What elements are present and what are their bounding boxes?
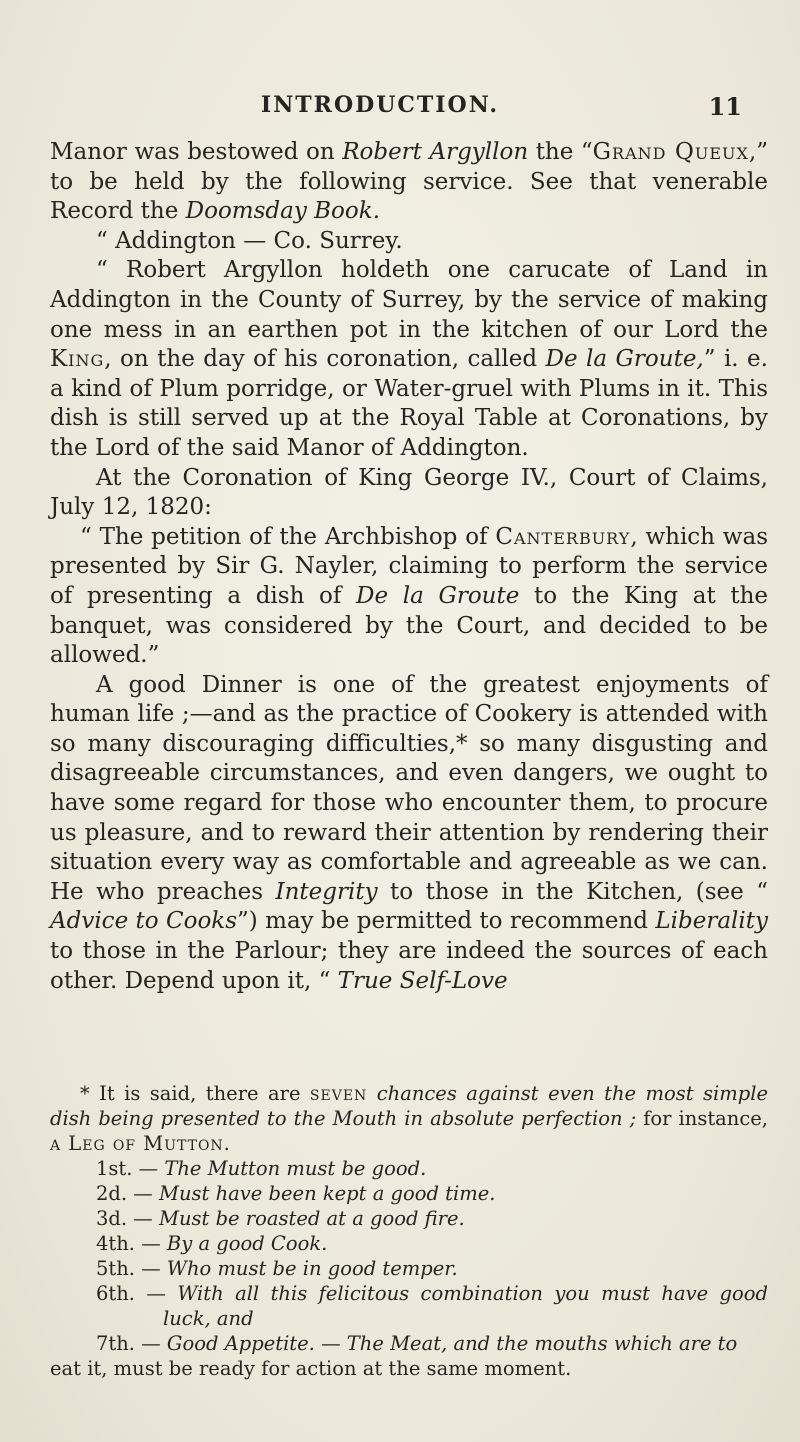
name-robert-argyllon: Robert Argyllon — [342, 139, 529, 165]
footnote-item: 6th. — With all this felicitous combination you must have good luck, and — [96, 1282, 768, 1330]
paragraph-addington-heading: “ Addington — Co. Surrey. — [96, 227, 403, 254]
paragraph-good-dinner: A good Dinner is one of the greatest enjoyments of human life ;—and as the practice of Cookery is attended with so many discouraging difficulties,* so many disgusting and disagreeable circumstances, and even dangers, we ought to have some regard for those who encounter them, to procure us pleasure, and to reward their attention by rendering their situation every way as comfortable and agreeable as we can. He who preaches Integrity to those in the Kitchen, (see “ Advice to Cooks”) may be permitted to recommend Liberality to those in the Parlour; they are indeed the sources of each other. Depend upon it, “ True Self-Love — [50, 671, 768, 994]
title-grand-queux: Grand Queux — [592, 139, 749, 165]
integrity-word: Integrity — [275, 878, 378, 905]
footnote-intro: * It is said, there are seven chances against even the most simple dish being presented to the Mouth in absolute perfection ; for instance, a Leg of Mutton. — [50, 1082, 769, 1155]
paragraph-petition: “ The petition of the Archbishop of Canterbury, which was presented by Sir G. Nayler, claiming to perform the service of presenting a dish of De la Groute to the King at the banquet, was considered by the Court, and decided to be allowed.” — [50, 523, 769, 669]
canterbury-word: Canterbury — [495, 523, 631, 550]
footnote-item: 1st. — The Mutton must be good. — [96, 1157, 427, 1180]
footnote-item: 7th. — Good Appetite. — The Meat, and the mouths which are to — [96, 1332, 738, 1355]
footnote-item: 4th. — By a good Cook. — [96, 1232, 328, 1255]
dish-name: De la Groute, — [545, 346, 704, 373]
liberality-word: Liberality — [655, 908, 768, 935]
dish-name-2: De la Groute — [356, 582, 520, 609]
footnote-item: 2d. — Must have been kept a good time. — [96, 1182, 496, 1205]
footnote-last-line: eat it, must be ready for action at the same moment. — [50, 1357, 572, 1380]
leg-of-mutton: a Leg of Mutton. — [50, 1132, 231, 1155]
footnote-item: 5th. — Who must be in good temper. — [96, 1257, 458, 1280]
footnote-item: 3d. — Must be roasted at a good fire. — [96, 1207, 465, 1230]
advice-to-cooks-ref: Advice to Cooks — [50, 908, 238, 935]
doomsday-book-ref: Doomsday Book. — [185, 198, 381, 225]
page-number: 11 — [708, 92, 742, 121]
true-self-love-phrase: True Self-Love — [337, 967, 508, 994]
footnote — [50, 1081, 768, 1381]
paragraph-manor: Manor was bestowed on Robert Argyllon the “Grand Queux,” to be held by the following service. See that venerable Record the Doomsday Book. — [50, 139, 768, 225]
king-word: King — [50, 346, 105, 373]
paragraph-argyllon-tenure: “ Robert Argyllon holdeth one carucate of Land in Addington in the County of Surrey, by the service of making one mess in an earthen pot in the kitchen of our Lord the King, on the day of his coronation, called De la Groute,” i. e. a kind of Plum porridge, or Water-gruel with Plums in it. This dish is still served up at the Royal Table at Coronations, by the Lord of the said Manor of Addington. — [50, 257, 768, 461]
main-text — [50, 138, 768, 996]
paragraph-coronation: At the Coronation of King George IV., Court of Claims, July 12, 1820: — [50, 464, 768, 521]
seven-word: seven — [309, 1082, 368, 1105]
running-head — [0, 92, 800, 126]
chapter-title: INTRODUCTION. — [260, 92, 500, 118]
